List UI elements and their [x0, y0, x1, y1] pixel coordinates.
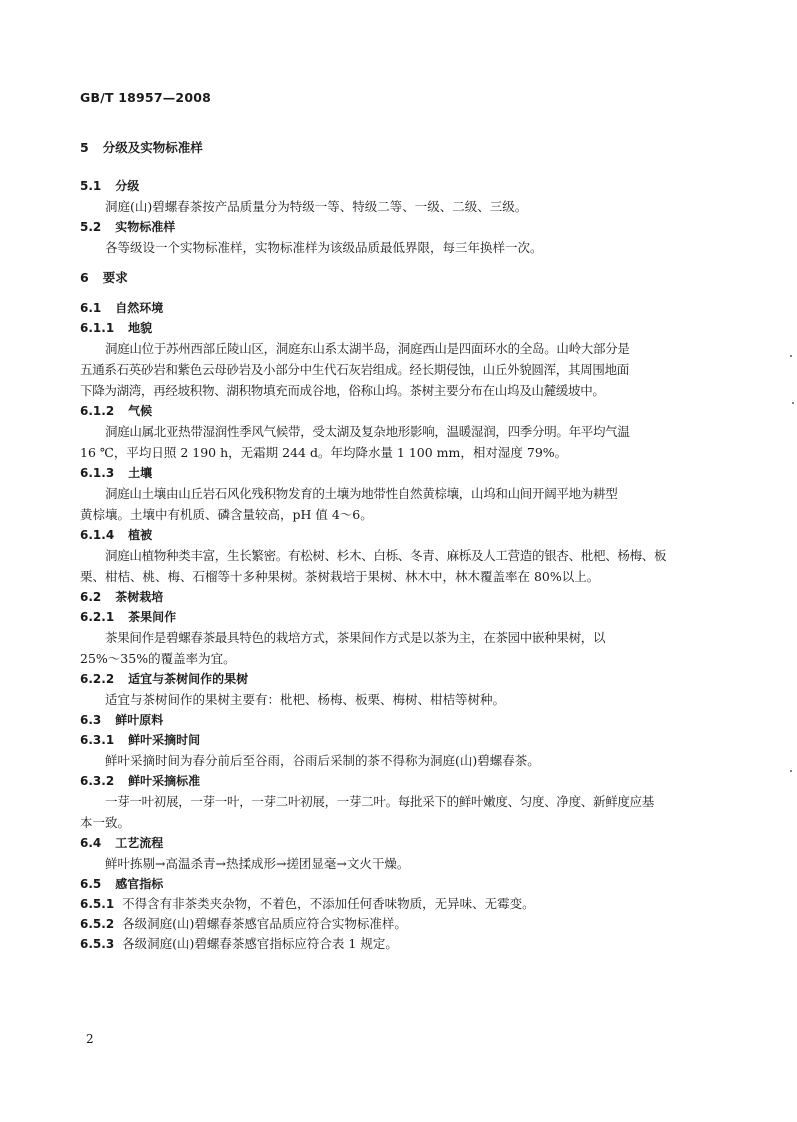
- section-number: 6.1.1: [80, 321, 115, 335]
- section-5-heading: [80, 138, 720, 158]
- section-title: 适宜与茶树间作的果树: [128, 672, 249, 686]
- paragraph-line: 栗、柑桔、桃、梅、石榴等十多种果树。茶树栽培于果树、林木中，林木覆盖率在 80%以上。: [80, 569, 600, 584]
- section-number: 6: [80, 270, 89, 285]
- paragraph-line: 16 ℃，平均日照 2 190 h，无霜期 244 d。年均降水量 1 100 mm，相对湿度 79%。: [80, 445, 568, 460]
- paragraph-line: 黄棕壤。土壤中有机质、磷含量较高，pH 值 4～6。: [80, 507, 373, 522]
- section-title: 自然环境: [115, 301, 164, 315]
- clause-text: 各级洞庭(山)碧螺春茶感官指标应符合表 1 规定。: [122, 936, 398, 951]
- section-5-1-heading: [80, 176, 720, 196]
- section-number: 6.1.2: [80, 404, 115, 418]
- section-title: 土壤: [128, 466, 153, 480]
- section-6-3-1-heading: [80, 730, 720, 750]
- section-title: 植被: [128, 528, 153, 542]
- paragraph-line: 洞庭山属北亚热带湿润性季风气候带，受太湖及复杂地形影响，温暖湿润，四季分明。年平均气温: [105, 424, 630, 439]
- section-title: 地貌: [128, 321, 153, 335]
- section-6-3-1-text: 鲜叶采摘时间为春分前后至谷雨，谷雨后采制的茶不得称为洞庭(山)碧螺春茶。: [105, 753, 540, 768]
- section-6-2-heading: [80, 587, 720, 607]
- section-title: 鲜叶采摘时间: [128, 733, 201, 747]
- section-title: 鲜叶原料: [115, 713, 164, 727]
- section-number: 6.2.1: [80, 610, 115, 624]
- paragraph-line: 洞庭山土壤由山丘岩石风化残积物发育的土壤为地带性自然黄棕壤，山坞和山间开阔平地为耕型: [105, 486, 618, 501]
- paragraph-line: 下降为湖湾，再经坡积物、湖积物填充而成谷地，俗称山坞。茶树主要分布在山坞及山麓缓坡中。: [80, 383, 605, 398]
- section-number: 5: [80, 140, 89, 155]
- section-6-1-4-heading: [80, 525, 720, 545]
- page-number: 2: [86, 1032, 94, 1046]
- section-6-4-text: 鲜叶拣剔→高温杀青→热揉成形→搓团显毫→文火干燥。: [105, 856, 410, 871]
- section-6-2-1-heading: [80, 607, 720, 627]
- section-number: 6.2.2: [80, 672, 115, 686]
- clause-text: 不得含有非茶类夹杂物，不着色，不添加任何香味物质，无异味、无霉变。: [122, 896, 535, 911]
- section-title: 感官指标: [115, 877, 164, 891]
- section-number: 6.5.1: [80, 897, 115, 911]
- section-number: 6.1.3: [80, 466, 115, 480]
- section-6-1-3-heading: [80, 463, 720, 483]
- paragraph-line: 洞庭山植物种类丰富，生长繁密。有松树、杉木、白栎、冬青、麻栎及人工营造的银杏、枇杷、杨梅、板: [105, 548, 667, 563]
- paragraph-line: 本一致。: [80, 815, 131, 830]
- section-title: 工艺流程: [115, 836, 164, 850]
- paragraph-line: 一芽一叶初展，一芽一叶，一芽二叶初展，一芽二叶。每批采下的鲜叶嫩度、匀度、净度、新鲜度应基: [105, 794, 655, 809]
- section-5-1-text: 洞庭(山)碧螺春茶按产品质量分为特级一等、特级二等、一级、二级、三级。: [105, 199, 528, 214]
- section-6-heading: [80, 268, 720, 288]
- paragraph-line: 25%～35%的覆盖率为宜。: [80, 651, 236, 666]
- section-number: 6.2: [80, 590, 102, 604]
- section-number: 6.1.4: [80, 528, 115, 542]
- section-number: 6.3: [80, 713, 102, 727]
- standard-number: GB/T 18957—2008: [80, 90, 212, 105]
- section-number: 6.1: [80, 301, 102, 315]
- section-6-5-heading: [80, 874, 720, 894]
- paragraph-line: 洞庭山位于苏州西部丘陵山区，洞庭东山系太湖半岛，洞庭西山是四面环水的全岛。山岭大部分是: [105, 341, 630, 356]
- section-number: 6.5.3: [80, 937, 115, 951]
- section-title: 分级及实物标准样: [102, 140, 203, 155]
- section-6-5-3-clause: [80, 934, 720, 954]
- section-6-1-2-heading: [80, 401, 720, 421]
- paragraph-line: 茶果间作是碧螺春茶最具特色的栽培方式，茶果间作方式是以茶为主，在茶园中嵌种果树，以: [105, 630, 606, 645]
- section-6-4-heading: [80, 833, 720, 853]
- section-title: 气候: [128, 404, 153, 418]
- section-number: 6.3.1: [80, 733, 115, 747]
- scan-speck: [790, 355, 792, 357]
- scan-speck: [790, 770, 792, 772]
- section-number: 5.2: [80, 220, 102, 234]
- section-title: 茶果间作: [128, 610, 177, 624]
- section-6-3-2-heading: [80, 771, 720, 791]
- section-6-1-1-heading: [80, 318, 720, 338]
- section-6-1-heading: [80, 298, 720, 318]
- section-number: 6.3.2: [80, 774, 115, 788]
- section-6-5-1-clause: [80, 894, 720, 914]
- section-title: 分级: [115, 179, 140, 193]
- section-title: 鲜叶采摘标准: [128, 774, 201, 788]
- section-5-2-text: 各等级设一个实物标准样，实物标准样为该级品质最低界限，每三年换样一次。: [105, 240, 543, 255]
- section-6-2-2-heading: [80, 669, 720, 689]
- section-5-2-heading: [80, 217, 720, 237]
- section-title: 要求: [102, 270, 128, 285]
- section-title: 实物标准样: [115, 220, 176, 234]
- clause-text: 各级洞庭(山)碧螺春茶感官品质应符合实物标准样。: [122, 916, 407, 931]
- section-6-3-heading: [80, 710, 720, 730]
- document-body: [80, 138, 720, 954]
- paragraph-line: 五通系石英砂岩和紫色云母砂岩及小部分中生代石灰岩组成。经长期侵蚀，山丘外貌圆浑，其周围地面: [80, 362, 630, 377]
- section-6-2-2-text: 适宜与茶树间作的果树主要有：枇杷、杨梅、板栗、梅树、柑桔等树种。: [105, 692, 506, 707]
- section-number: 6.4: [80, 836, 102, 850]
- section-number: 6.5: [80, 877, 102, 891]
- section-title: 茶树栽培: [115, 590, 164, 604]
- scan-speck: [792, 402, 794, 404]
- section-number: 5.1: [80, 179, 102, 193]
- section-6-5-2-clause: [80, 914, 720, 934]
- section-number: 6.5.2: [80, 917, 115, 931]
